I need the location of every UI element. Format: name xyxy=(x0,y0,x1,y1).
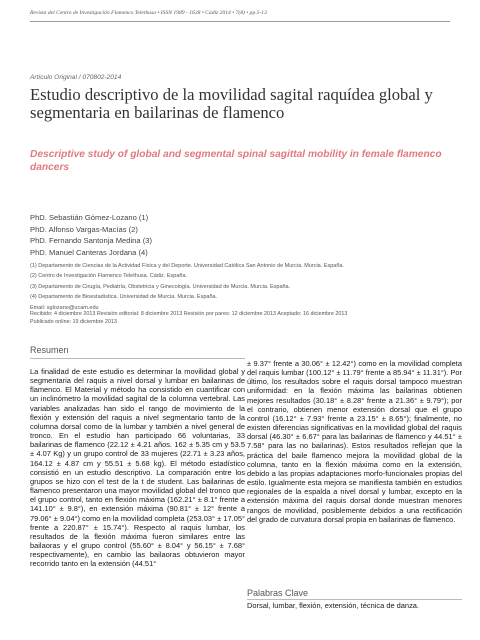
article-type: Artículo Original / 070802-2014 xyxy=(30,74,122,81)
abstract-rule xyxy=(30,358,245,359)
publication-dates xyxy=(30,311,460,326)
affiliation-item: (2) Centro de Investigación Flamenco Telethusa. Cádiz. España. xyxy=(30,273,188,280)
contact-email: Email: sglozano@ucam.edu xyxy=(30,304,99,311)
author-item: PhD. Alfonso Vargas-Macías (2) xyxy=(30,224,138,234)
keywords-heading: Palabras Clave xyxy=(247,588,309,598)
article-title: Estudio descriptivo de la movilidad sagital raquídea global y segmentaria en bailarinas de flamenco xyxy=(30,85,433,122)
abstract-heading: Resumen xyxy=(30,345,69,355)
keywords-rule xyxy=(247,599,462,600)
author-item: PhD. Manuel Canteras Jordana (4) xyxy=(30,247,148,257)
header-rule xyxy=(30,21,450,22)
online-date: Publicado online: 19 diciembre 2013 xyxy=(30,318,117,325)
keywords-text: Dorsal, lumbar, flexión, extensión, técnica de danza. xyxy=(247,601,419,610)
affiliation-list xyxy=(30,261,344,313)
article-subtitle: Descriptive study of global and segmental spinal sagittal mobility in female flamenco dancers xyxy=(30,149,442,173)
affiliation-item: (3) Departamento de Cirugía, Pediatría, Obstetricia y Ginecología. Universidad de Murcia. Murcia. España. xyxy=(30,283,291,290)
author-item: PhD. Fernando Santonja Medina (3) xyxy=(30,236,152,246)
journal-header: Revista del Centro de Investigación Flamenco Telethusa • ISSN 1989 - 1628 • Cádiz 2014 • 7(8) • pp.5-13 xyxy=(30,10,267,16)
review-dates: Recibido: 4 diciembre 2013 Revisión editorial: 8 diciembre 2013 Revisión por pares: 12 diciembre 2013 Aceptado: 16 diciembre 2013 xyxy=(30,311,348,317)
affiliation-item: (4) Departamento de Bioestadística. Universidad de Murcia. Murcia. España. xyxy=(30,294,218,301)
abstract-column-right: ± 9.37° frente a 30.06° ± 12.42°) como en la movilidad completa del raquis lumbar (100.12° ± 11.79° frente a 85.94° ± 11.31°). Por último, los resultados sobre el raquis dorsal tampoco muestran uniformidad: en la flexión máxima las bailarinas obtienen mejores resultados (30.18° ± 8.28° frente a 21.36° ± 9.79°); por el contrario, obtienen menor extensión dorsal que el grupo control (16.12° ± 7.93° frente a 23.15° ± 8.65°); finalmente, no existen diferencias significativas en la movilidad global del raquis dorsal (46.30° ± 6.67° para las bailarinas de flamenco y 44.51° ± 7.58° para las no bailarinas). Estos resultados reflejan que la práctica del baile flamenco mejora la movilidad global de la columna, tanto en la flexión máxima como en la extensión, debido a las propias adaptaciones morfo-funcionales propias del estilo. Igualmente esta mejora se manifiesta también en estudios regionales de la espalda a nivel dorsal y lumbar, excepto en la extensión máxima del raquis dorsal donde muestran menores rangos de movilidad, posiblemente debidos a una rectificación del grado de curvatura dorsal propia en bailarinas de flamenco. xyxy=(247,359,462,524)
author-list xyxy=(30,212,152,258)
abstract-column-left: La finalidad de este estudio es determinar la movilidad global y segmentaria del raquis a nivel dorsal y lumbar en bailarinas de flamenco. El Material y método ha consistido en cuantificar con un inclinómetro la movilidad sagital de la columna vertebral. Las variables analizadas han sido el rango de movimiento de la flexión y extensión del raquis a nivel segmentario tanto de la columna dorsal como de la lumbar y también a nivel general de tronco. En el estudio han participado 66 voluntarias, 33 bailarinas de flamenco (22.12 ± 4.21 años. 162 ± 5.35 cm y 53.5 ± 4.07 Kg) y un grupo control de 33 mujeres (22.71 ± 3.23 años, 164.12 ± 4.87 cm y 55.51 ± 5.68 kg). El método estadístico consistió en un estudio descriptivo. La comparación entre los grupos se hizo con el test de la t de student. Las bailarinas de flamenco presentaron una mayor movilidad global del tronco que el grupo control, tanto en flexión máxima (162.21° ± 8.1° frente a 141.10° ± 9.8°), en extensión máxima (90.81° ± 12° frente a 79.06° ± 9.04°) como en la movilidad completa (253.03° ± 17.05° frente a 220.87° ± 15.74°). Respecto al raquis lumbar, los resultados de la flexión máxima fueron similares entre las bailaoras y el grupo control (55.60° ± 8.04° y 56.15° ± 7.68° respectivamente), en cambio las bailaoras obtuvieron mayor recorrido tanto en la extensión (44.51° xyxy=(30,367,245,569)
author-item: PhD. Sebastián Gómez-Lozano (1) xyxy=(30,213,149,222)
affiliation-item: (1) Departamento de Ciencias de la Actividad Física y del Deporte. Universidad Católica San Antonio de Murcia. Murcia. España. xyxy=(30,263,344,269)
